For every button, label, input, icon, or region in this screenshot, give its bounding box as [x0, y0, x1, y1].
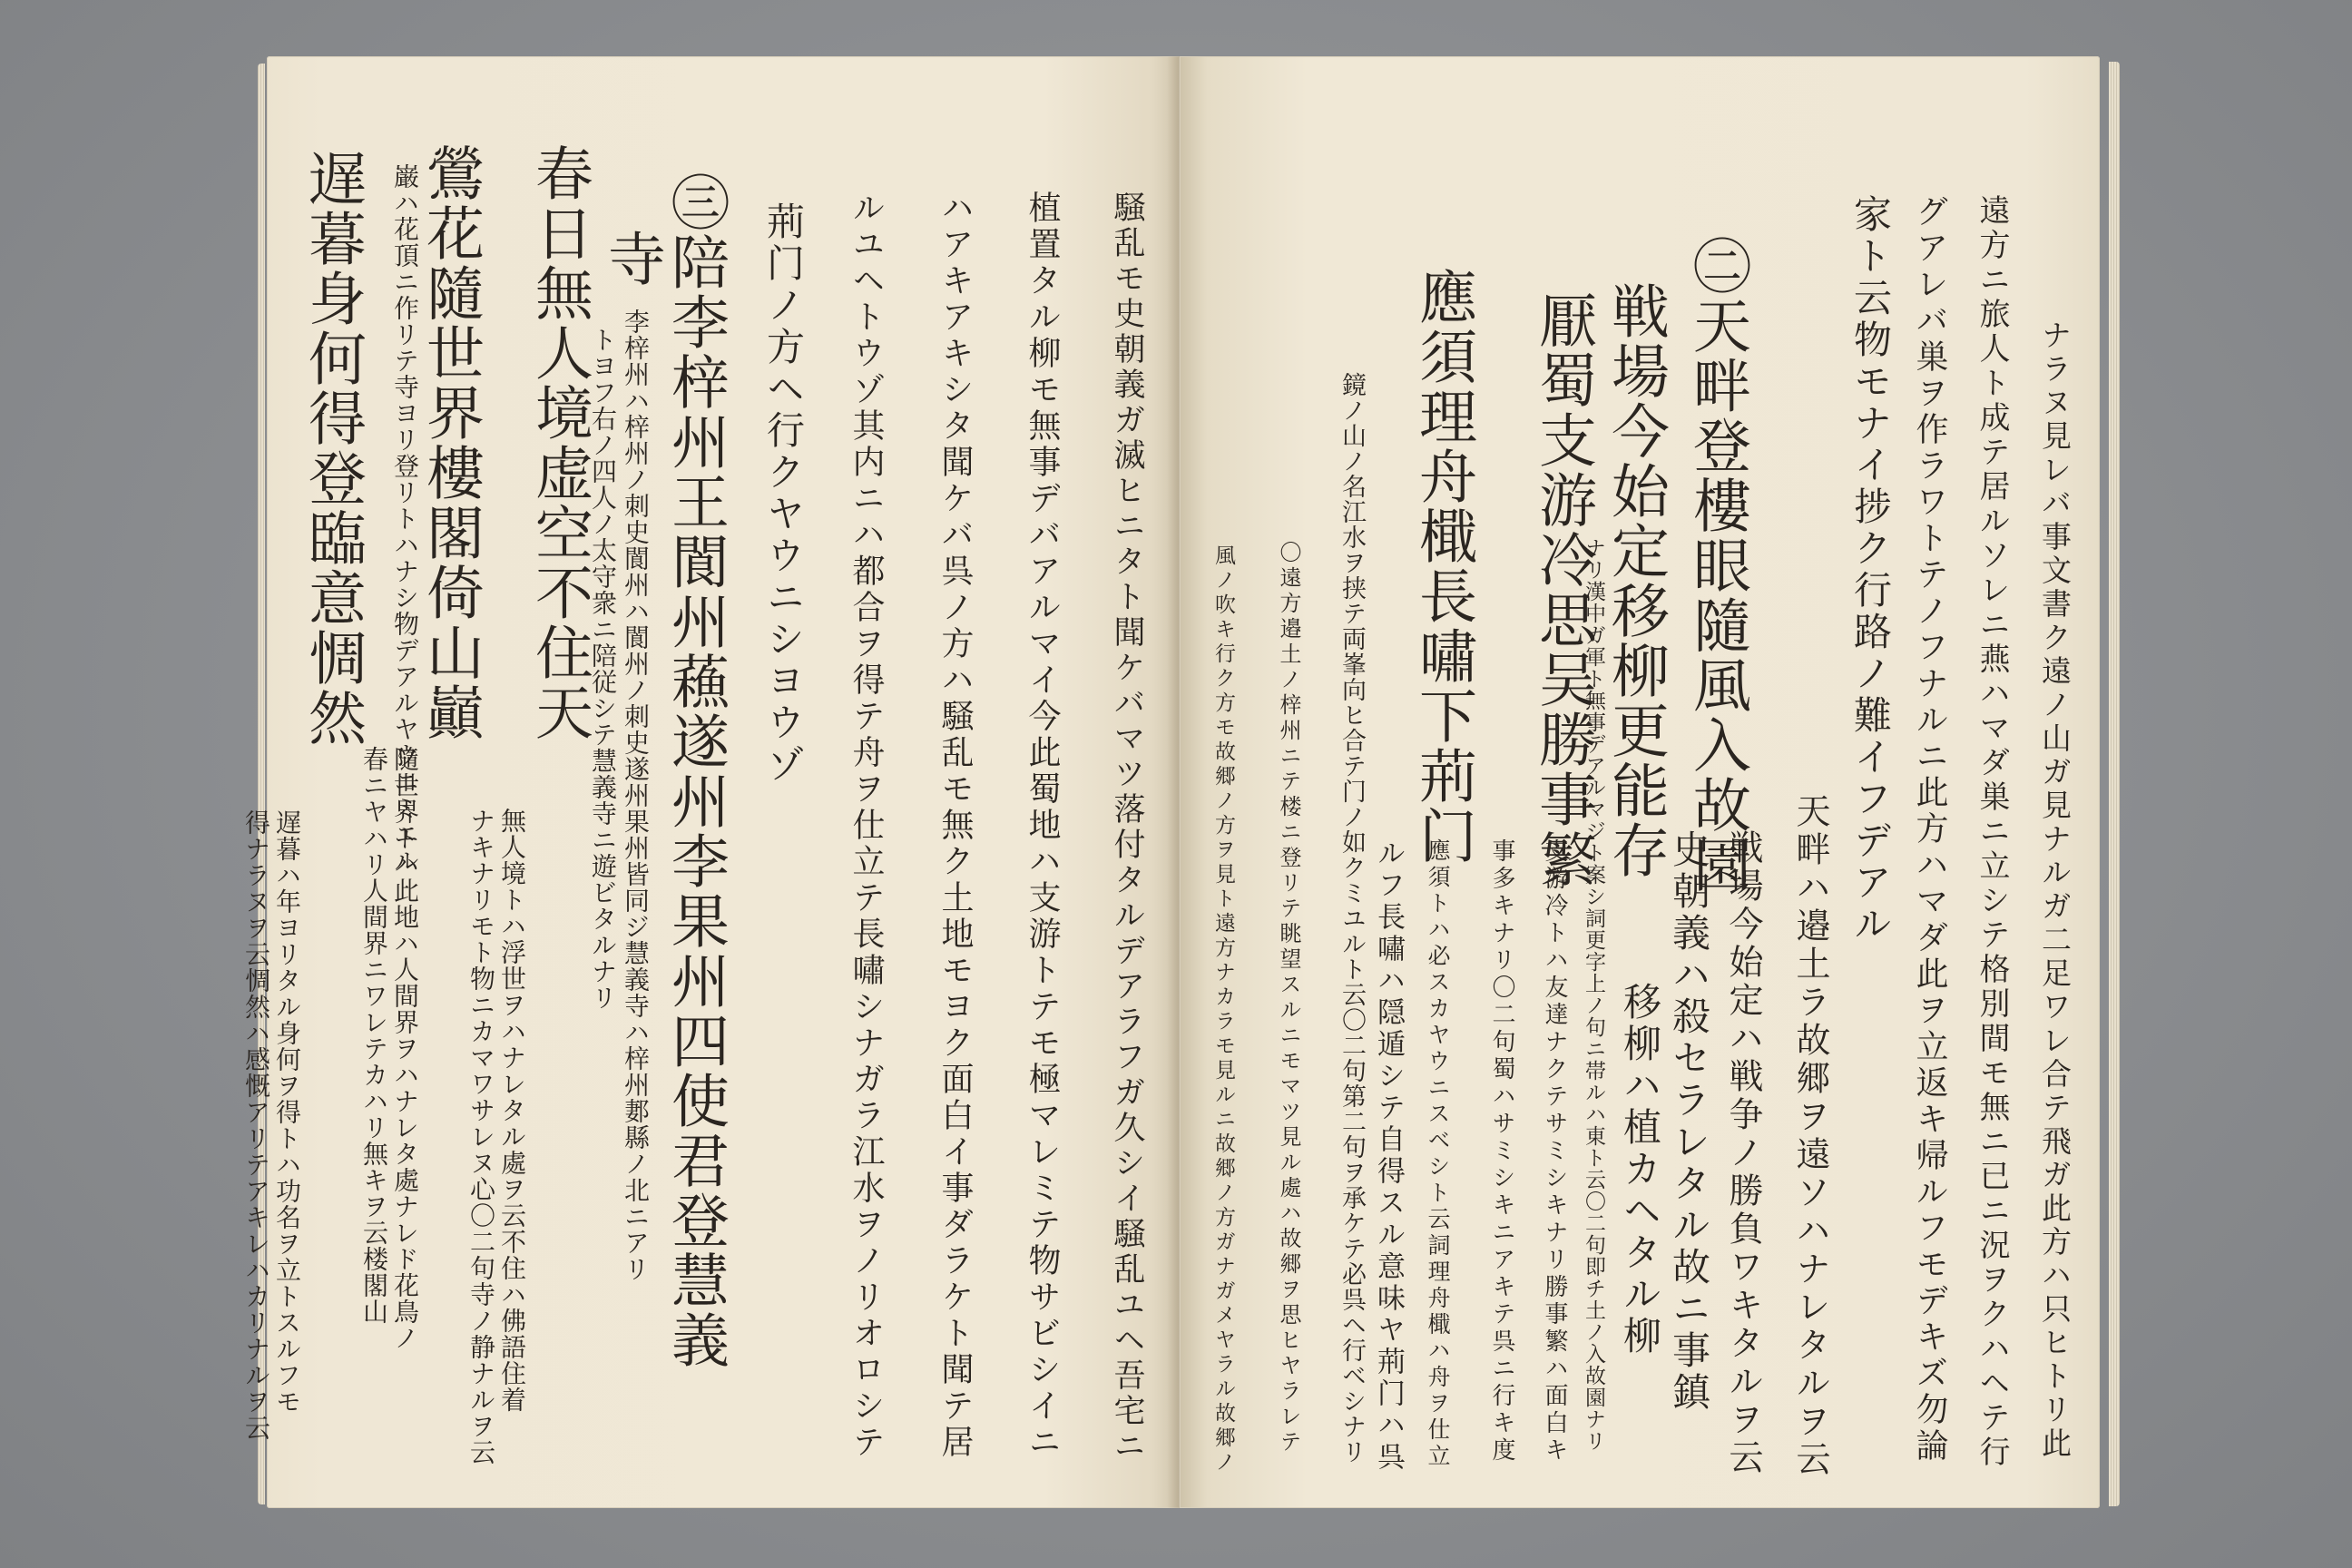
right-note-3: ナリ漢中ガ軍ト無事デアルマジト案シ詞更字上ノ句ニ帯ルハ東ト云〇二句即チ土ノ入故園ナリ: [1582, 537, 1605, 1452]
left-col-3: ハアキアキシタ聞ケバ呉ノ方ハ騒乱モ無ク土地モヨク面白イ事ダラケト聞テ居: [936, 191, 974, 1461]
poem2-line2: 厭蜀支游冷思吴勝事繁: [1529, 290, 1596, 889]
right-page: [1180, 56, 2100, 1508]
left-col-5: 荊门ノ方ヘ行クヤウニシヨウゾ: [761, 201, 806, 786]
right-col-3: グアレバ巣ヲ作ラワトテノフナルニ此方ハマダ此ヲ立返キ帰ルフモデキズ勿論: [1911, 194, 1948, 1465]
poem3-line2: 鶯花隨世界樓閣倚山巓: [416, 143, 484, 742]
right-col-final-1: 〇遠方邉土ノ梓州ニテ楼ニ登リテ眺望スルニモマツ見ル處ハ故郷ヲ思ヒヤラレテ: [1276, 541, 1301, 1455]
poem3-line1: 春日無人境虚空不住天: [525, 143, 593, 742]
poem3-title-cont: 寺: [598, 229, 665, 289]
left-note-5: 巌ハ花頂ニ作リテ寺ヨリ登リトハナシ物デアルヤウニミエル: [390, 163, 420, 874]
right-note-9: 鏡ノ山ノ名江水ヲ挟テ両峯向ヒ合テ门ノ如クミユルト云〇二句第二句ヲ承ケテ必呉ヘ行ベシナリ: [1338, 372, 1366, 1465]
poem2-line3: 應須理舟檝長嘯下荊门: [1409, 267, 1476, 866]
right-col-2: 遠方ニ旅人ト成テ居ルソレニ燕ハマダ巣ニ立シテ格別間モ無ニ已ニ況ヲクハヘテ行: [1974, 194, 2010, 1470]
right-note-2: 史朝義ハ殺セラレタル故ニ事鎮: [1667, 829, 1711, 1414]
left-col-4: ルユヘトウゾ其内ニハ都合ヲ得テ舟ヲ仕立テ長嘯シナガラ江水ヲノリオロシテ: [848, 191, 885, 1461]
poem3-line3: 遅暮身何得登臨意惆然: [299, 149, 366, 748]
right-note-5: 支游冷トハ友達ナクテサミシキナリ勝事繁ハ面白キ: [1541, 838, 1568, 1465]
right-col-1: ナラヌ見レバ事文書ク遠ノ山ガ見ナルガ二足ワレ合テ飛ガ此方ハ只ヒトリ此: [2037, 319, 2073, 1461]
poem3-title: ㊂陪李梓州王閬州蘓遂州李果州四使君登慧義: [662, 172, 729, 1370]
left-col-1: 騒乱モ史朝義ガ滅ヒニタト聞ケバマツ落付タルデアラフガ久シイ騒乱ユヘ吾宅ニ: [1109, 191, 1145, 1465]
left-note-7: 春ニヤハリ人間界ニワレテカハリ無キヲ云楼閣山: [359, 746, 389, 1325]
right-col-5: 天畔ハ邉土ラ故郷ヲ遠ソハナレタルヲ云: [1790, 793, 1830, 1479]
right-note-1: 戦場今始定ハ戦争ノ勝負ワキタルヲ云: [1723, 829, 1763, 1477]
poem2-title: ㊁天畔登樓眼隨風入故園: [1683, 236, 1750, 895]
right-page-edges: [2109, 62, 2120, 1506]
poem2-line1: 戦場今始定移柳更能存: [1602, 281, 1669, 880]
right-note-7: 應須トハ必スカヤウニスベシト云詞理舟檝ハ舟ヲ仕立: [1425, 838, 1451, 1470]
left-note-1: 李梓州ハ梓州ノ刺史閬州ハ閬州ノ刺史遂州果州皆同ジ慧義寺ハ梓州郪縣ノ北ニアリ: [621, 309, 651, 1282]
left-note-4: ナキナリモト物ニカマワサレヌ心〇二句寺ノ静ナルヲ云: [466, 808, 496, 1465]
left-note-2: トヨフ右ノ四人ノ太守衆ニ陪従シテ慧義寺ニ遊ビタルナリ: [588, 327, 618, 1011]
right-note-4: 移柳ハ植カヘタル柳: [1618, 982, 1662, 1357]
left-page: [241, 56, 1180, 1508]
right-col-4: 家ト云物モナイ捗ク行路ノ難イフデアル: [1848, 194, 1893, 946]
left-col-2: 植置タル柳モ無事デバアルマイ今此蜀地ハ支游トテモ極マレミテ物サビシイニ: [1024, 191, 1061, 1461]
left-note-6: 隨世界トハ此地ハ人間界ヲハナレタ處ナレド花鳥ノ: [390, 746, 420, 1351]
right-note-8: ルフ長嘯ハ隠遁シテ自得スル意味ヤ荊门ハ呉: [1372, 838, 1405, 1474]
left-note-3: 無人境トハ浮世ヲハナレタル處ヲ云不住ハ佛語住着: [497, 808, 527, 1413]
open-book: [241, 56, 2111, 1512]
left-note-8: 遅暮ハ年ヨリタル身何ヲ得トハ功名ヲ立トスルフモ: [272, 809, 302, 1415]
right-note-6: 事多キナリ〇二句蜀ハサミシキニアキテ呉ニ行キ度: [1488, 838, 1515, 1465]
right-col-final-2: 風ノ吹キ行ク方モ故郷ノ方ヲ見ト遠方ナカラモ見ルニ故郷ノ方ガナガメヤラル故郷ノ: [1211, 544, 1235, 1475]
left-note-9: 得ナラヌヲ云惆然ハ感慨アリテアキレハカリナルヲ云: [241, 809, 271, 1441]
